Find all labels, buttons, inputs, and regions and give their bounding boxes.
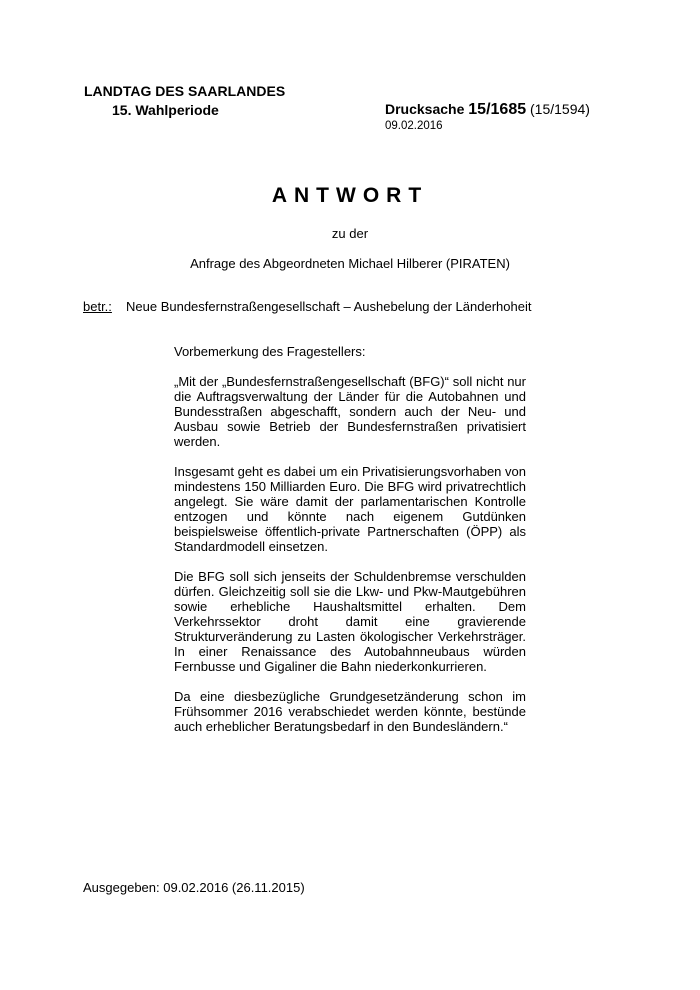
legislative-period: 15. Wahlperiode: [112, 102, 219, 118]
inquiry-line: Anfrage des Abgeordneten Michael Hilberer (PIRATEN): [190, 256, 510, 271]
page-title: ANTWORT: [271, 184, 429, 207]
preliminary-paragraph: Da eine diesbezügliche Grundgesetzänderung schon im Frühsommer 2016 verabschiedet werden könnte, bestünde auch erheblicher Beratungsbedarf in den Bundesländern.“: [174, 689, 526, 734]
document-previous-number: (15/1594): [530, 101, 590, 117]
preliminary-heading: Vorbemerkung des Fragestellers:: [174, 344, 366, 359]
subject-label: betr.:: [83, 299, 112, 314]
subject-text: Neue Bundesfernstraßengesellschaft – Aushebelung der Länderhoheit: [126, 299, 532, 314]
document-number: 15/1685: [468, 101, 527, 118]
subtitle-prefix: zu der: [331, 226, 369, 241]
document-reference: [385, 101, 590, 119]
preliminary-paragraph: Insgesamt geht es dabei um ein Privatisierungsvorhaben von mindestens 150 Milliarden Euro. Die BFG wird privatrechtlich angelegt. Sie wäre damit der parlamentarischen Kontrolle entzogen und könnte nach eigenem Gutdünken beispielsweise öffentlich-private Partnerschaften (ÖPP) als Standardmodell einsetzen.: [174, 464, 526, 554]
issue-date: Ausgegeben: 09.02.2016 (26.11.2015): [83, 880, 305, 895]
preliminary-paragraph: „Mit der „Bundesfernstraßengesellschaft (BFG)“ soll nicht nur die Auftragsverwaltung der Länder für die Autobahnen und Bundesstraßen abgeschafft, sondern auch der Neu- und Ausbau sowie Betrieb der Bundesfernstraßen privatisiert werden.: [174, 374, 526, 449]
parliament-name: LANDTAG DES SAARLANDES: [84, 83, 286, 99]
document-label: Drucksache: [385, 101, 465, 117]
document-date: 09.02.2016: [385, 120, 443, 132]
preliminary-paragraph: Die BFG soll sich jenseits der Schuldenbremse verschulden dürfen. Gleichzeitig soll sie die Lkw- und Pkw-Mautgebühren sowie erhebliche Haushaltsmittel erhalten. Dem Verkehrssektor droht damit eine gravierende Strukturveränderung zu Lasten ökologischer Verkehrsträger. In einer Renaissance des Autobahnneubaus würden Fernbusse und Gigaliner die Bahn niederkonkurrieren.: [174, 569, 526, 674]
preliminary-remark: [174, 344, 526, 749]
